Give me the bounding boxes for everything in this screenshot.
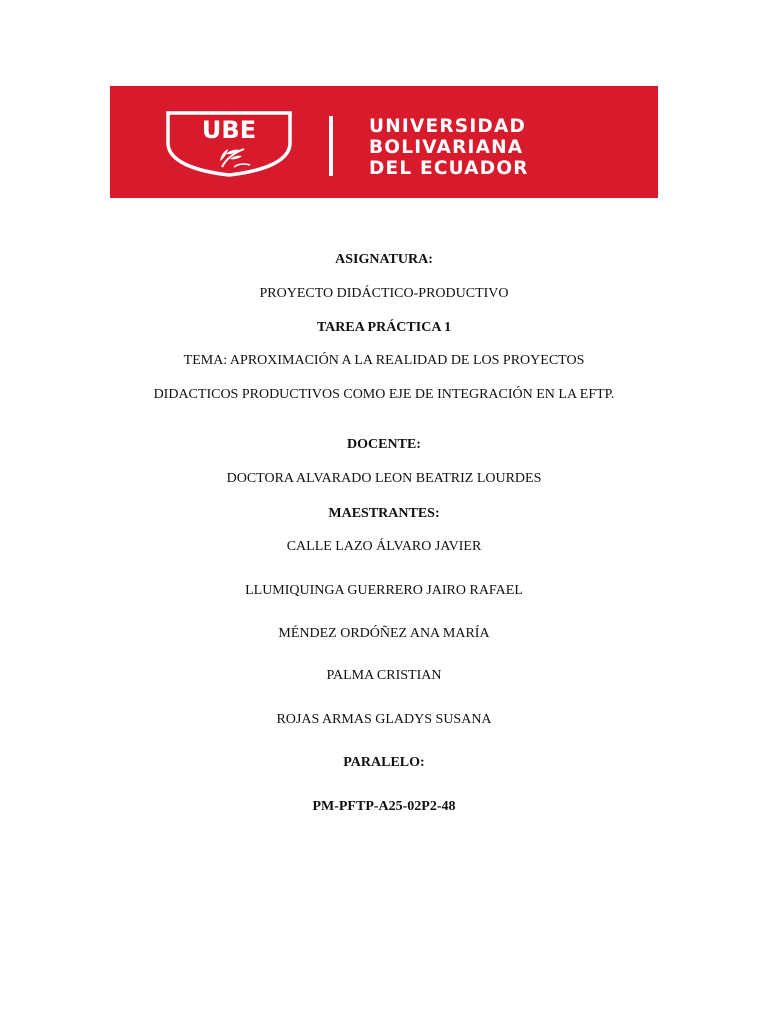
university-line-1: UNIVERSIDAD xyxy=(369,116,527,137)
university-name xyxy=(369,116,639,179)
logo-text: UBE xyxy=(201,116,257,144)
students-label: MAESTRANTES: xyxy=(328,506,440,521)
university-line-2: BOLIVARIANA xyxy=(369,137,524,158)
ube-shield-logo xyxy=(164,109,294,177)
student-name: ROJAS ARMAS GLADYS SUSANA xyxy=(276,712,492,727)
subject-label: ASIGNATURA: xyxy=(335,252,433,267)
student-name: MÉNDEZ ORDÓÑEZ ANA MARÍA xyxy=(278,626,490,641)
student-name: CALLE LAZO ÁLVARO JAVIER xyxy=(286,539,482,554)
student-name: PALMA CRISTIAN xyxy=(326,668,442,683)
university-line-3: DEL ECUADOR xyxy=(369,158,529,179)
university-banner xyxy=(110,86,658,198)
shield-icon xyxy=(164,109,294,177)
theme-line-1: TEMA: APROXIMACIÓN A LA REALIDAD DE LOS PROYECTOS xyxy=(183,353,585,368)
theme-line-2: DIDACTICOS PRODUCTIVOS COMO EJE DE INTEGRACIÓN EN LA EFTP. xyxy=(153,387,615,402)
banner-divider xyxy=(329,116,333,176)
task-title: TAREA PRÁCTICA 1 xyxy=(316,320,452,335)
teacher-label: DOCENTE: xyxy=(347,437,421,452)
parallel-label: PARALELO: xyxy=(343,755,425,770)
parallel-code: PM-PFTP-A25-02P2-48 xyxy=(312,799,456,814)
student-name: LLUMIQUINGA GUERRERO JAIRO RAFAEL xyxy=(245,583,523,598)
teacher-name: DOCTORA ALVARADO LEON BEATRIZ LOURDES xyxy=(226,471,542,486)
subject-name: PROYECTO DIDÁCTICO-PRODUCTIVO xyxy=(259,286,509,301)
